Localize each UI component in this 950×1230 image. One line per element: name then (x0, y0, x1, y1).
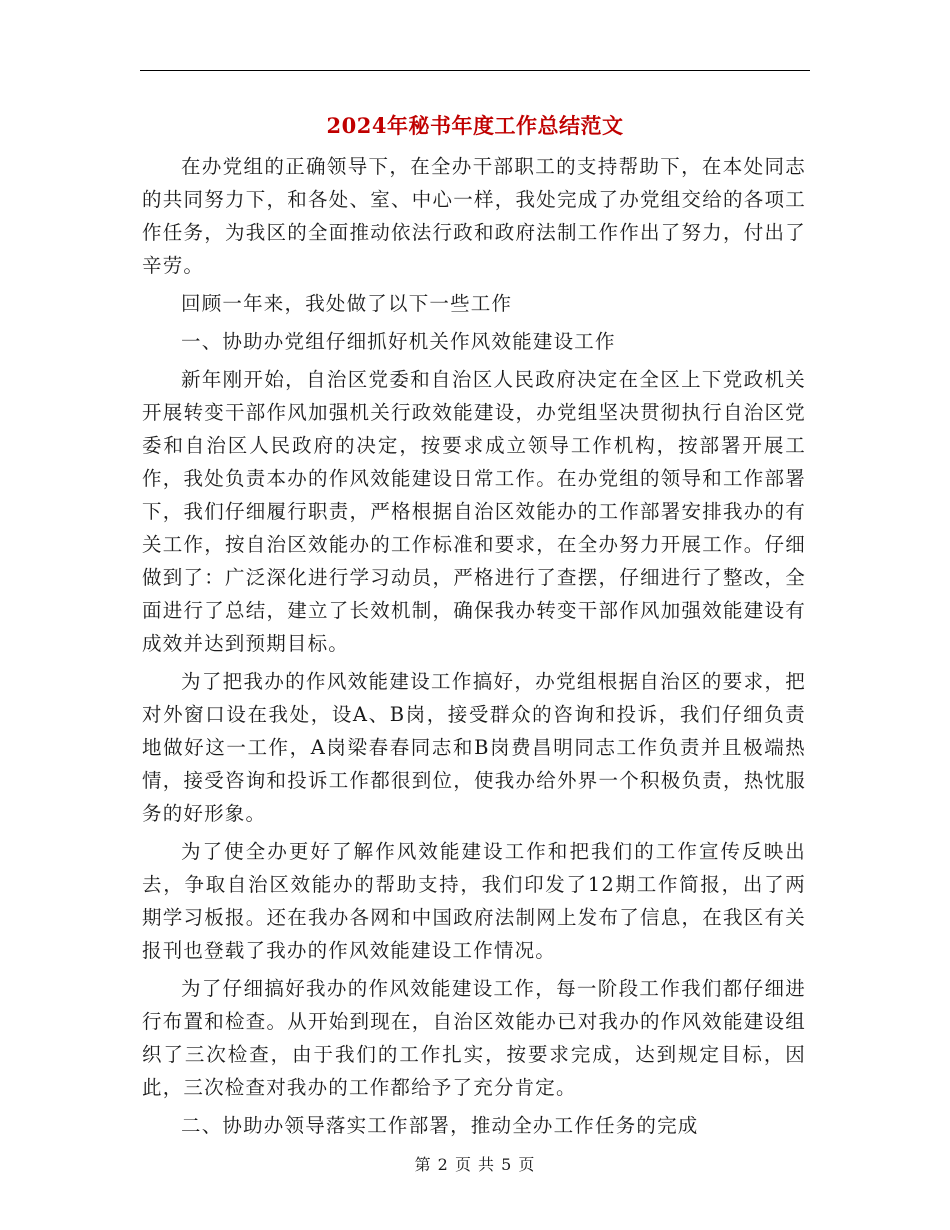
page-number-footer: 第 2 页 共 5 页 (414, 1155, 536, 1174)
section-heading-2: 二、协助办领导落实工作部署，推动全办工作任务的完成 (181, 1114, 699, 1137)
paragraph-inspection: 为了仔细搞好我办的作风效能建设工作，每一阶段工作我们都仔细进行布置和检查。从开始到现在，自治区效能办已对我办的作风效能建设组织了三次检查，由于我们的工作扎实，按要求完成，达到规定目标，因此，三次检查对我办的工作都给予了充分肯定。 (142, 977, 806, 1099)
paragraph-window: 为了把我办的作风效能建设工作搞好，办党组根据自治区的要求，把对外窗口设在我处，设A、B岗，接受群众的咨询和投诉，我们仔细负责地做好这一工作，A岗梁春春同志和B岗费昌明同志工作负责并且极端热情，接受咨询和投诉工作都很到位，使我办给外界一个积极负责，热忱服务的好形象。 (142, 670, 806, 825)
section-heading-1: 一、协助办党组仔细抓好机关作风效能建设工作 (181, 330, 616, 353)
paragraph-new-year: 新年刚开始，自治区党委和自治区人民政府决定在全区上下党政机关开展转变干部作风加强机关行政效能建设，办党组坚决贯彻执行自治区党委和自治区人民政府的决定，按要求成立领导工作机构，按部署开展工作，我处负责本办的作风效能建设日常工作。在办党组的领导和工作部署下，我们仔细履行职责，严格根据自治区效能办的工作部署安排我办的有关工作，按自治区效能办的工作标准和要求，在全办努力开展工作。仔细做到了：广泛深化进行学习动员，严格进行了查摆，仔细进行了整改，全面进行了总结，建立了长效机制，确保我办转变干部作风加强效能建设有成效并达到预期目标。 (142, 368, 806, 655)
document-title: 2024年秘书年度工作总结范文 (326, 113, 624, 138)
paragraph-publicity: 为了使全办更好了解作风效能建设工作和把我们的工作宣传反映出去，争取自治区效能办的帮助支持，我们印发了12期工作简报，出了两期学习板报。还在我办各网和中国政府法制网上发布了信息，在我区有关报刊也登载了我办的作风效能建设工作情况。 (142, 840, 806, 962)
paragraph-review: 回顾一年来，我处做了以下一些工作 (181, 292, 513, 315)
header-rule (140, 70, 810, 71)
paragraph-intro: 在办党组的正确领导下，在全办干部职工的支持帮助下，在本处同志的共同努力下，和各处、室、中心一样，我处完成了办党组交给的各项工作任务，为我区的全面推动依法行政和政府法制工作作出了努力，付出了辛劳。 (142, 155, 806, 277)
document-body (142, 150, 806, 1147)
